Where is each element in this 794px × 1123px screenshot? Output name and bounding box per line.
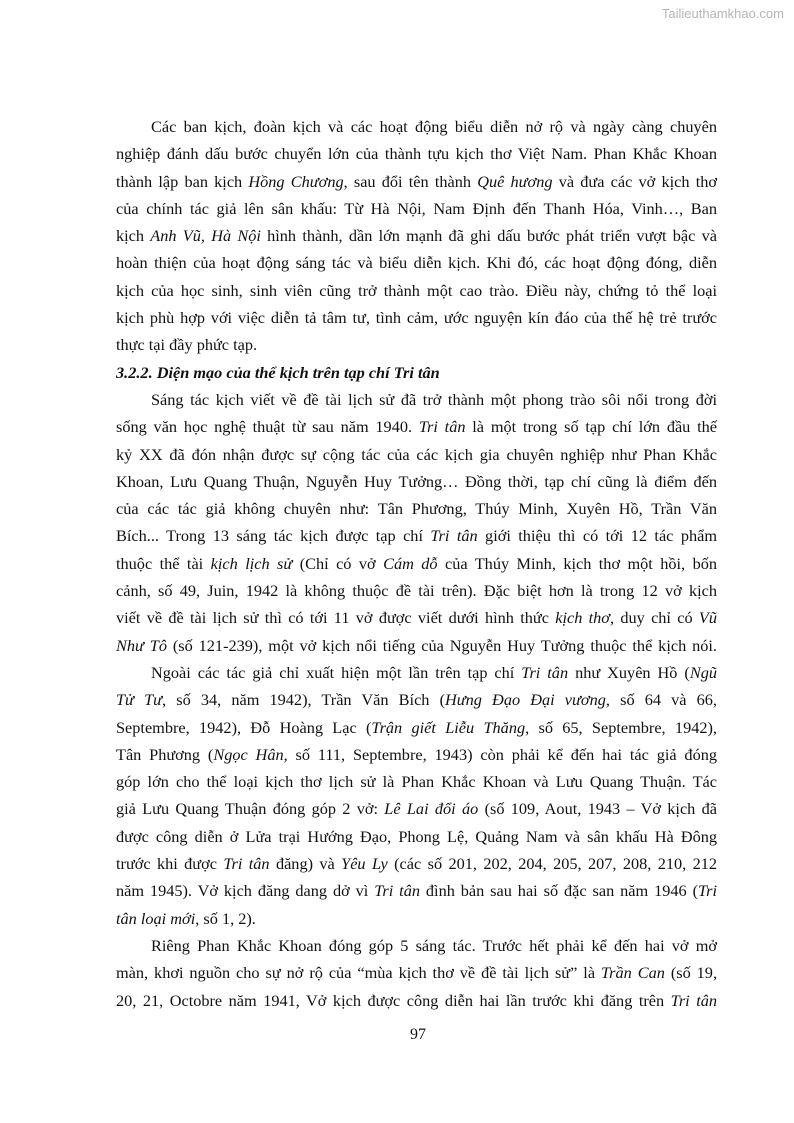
- italic-text: Trần Can: [601, 963, 665, 983]
- text-line: [116, 741, 717, 768]
- watermark: Tailieuthamkhao.com: [661, 6, 784, 21]
- text-run: đăng) và: [269, 854, 342, 874]
- text-run: kịch: [116, 226, 151, 246]
- text-line: [116, 249, 717, 276]
- text-run: , số 111, Septembre, 1943) còn phải kể đến hai tác giả đóng: [283, 744, 717, 764]
- text-run: , số 1, 2).: [195, 908, 256, 928]
- text-line: [116, 987, 717, 1014]
- text-line: [116, 168, 717, 195]
- text-run: 20, 21, Octobre năm 1941, Vở kịch được công diễn hai lần trước khi đăng trên: [116, 990, 671, 1010]
- text-run: trước khi được: [116, 854, 224, 874]
- text-line: [116, 659, 717, 686]
- text-line: [116, 468, 717, 495]
- text-run: của Thúy Minh, kịch thơ một hồi, bốn: [437, 553, 717, 573]
- text-line: [116, 877, 717, 904]
- italic-text: Tri tân: [374, 881, 420, 901]
- text-run: giới thiệu thì có tới 12 tác phẩm: [477, 526, 718, 546]
- italic-text: Lê Lai đổi áo: [384, 799, 479, 819]
- text-run: kịch của học sinh, sinh viên cũng trở thành một cao trào. Điều này, chứng tỏ thể loại: [116, 280, 717, 300]
- italic-text: kịch thơ: [555, 608, 610, 628]
- text-line: [116, 304, 717, 331]
- text-run: giả Lưu Quang Thuận đóng góp 2 vở:: [116, 799, 385, 819]
- text-line: [116, 932, 717, 959]
- text-run: , sau đổi tên thành: [343, 171, 478, 191]
- text-run: hình thành, dần lớn mạnh đã ghi dấu bước phát triển vượt bậc và: [260, 226, 718, 246]
- text-line: [116, 195, 717, 222]
- text-run: hoàn thiện của hoạt động sáng tác và biểu diễn kịch. Khi đó, các hoạt động đóng, diễn: [116, 253, 717, 273]
- italic-text: Cám dỗ: [383, 553, 438, 573]
- italic-text: Tri tân: [223, 854, 270, 874]
- text-run: (số 19,: [664, 963, 718, 983]
- italic-text: Quê hương: [477, 171, 553, 191]
- text-run: Septembre, 1942), Đỗ Hoàng Lạc (: [116, 717, 372, 737]
- text-line: [116, 386, 717, 413]
- italic-text: Anh Vũ, Hà Nội: [150, 226, 261, 246]
- italic-text: Tử Tư: [116, 690, 163, 710]
- italic-text: Tri tân: [430, 526, 478, 546]
- text-run: Ngoài các tác giả chỉ xuất hiện một lần trên tạp chí: [151, 662, 522, 682]
- text-run: sống văn học nghệ thuật từ sau năm 1940.: [116, 417, 419, 437]
- text-run: năm 1945). Vở kịch đăng dang dở vì: [116, 881, 375, 901]
- text-line: [116, 850, 717, 877]
- italic-text: Ngọc Hân: [213, 744, 284, 764]
- text-run: viết về đề tài lịch sử thì có tới 11 vở được viết dưới hình thức: [116, 608, 556, 628]
- text-run: của chính tác giả lên sân khấu: Từ Hà Nội, Nam Định đến Thanh Hóa, Vinh…, Ban: [116, 198, 717, 218]
- text-run: màn, khơi nguồn cho sự nở rộ của “mùa kịch thơ về đề tài lịch sử” là: [116, 963, 601, 983]
- document-body: [116, 113, 717, 1014]
- text-line: [116, 222, 717, 249]
- text-line: [116, 413, 717, 440]
- italic-text: Tri: [698, 881, 718, 901]
- text-run: , số 34, năm 1942), Trần Văn Bích (: [162, 690, 445, 710]
- text-run: và đưa các vở kịch thơ: [552, 171, 717, 191]
- italic-text: Hưng Đạo Đại vương: [445, 690, 606, 710]
- text-line: [116, 522, 717, 549]
- text-run: kỷ XX đã đón nhận được sự cộng tác của các kịch gia chuyên nghiệp như Phan Khắc: [116, 444, 717, 464]
- text-run: (các số 201, 202, 204, 205, 207, 208, 210, 212: [387, 854, 717, 874]
- text-line: [116, 959, 717, 986]
- text-run: (Chỉ có vở: [292, 553, 384, 573]
- text-run: Bích... Trong 13 sáng tác kịch được tạp chí: [116, 526, 431, 546]
- text-line: [116, 686, 717, 713]
- text-run: (số 109, Aout, 1943 – Vở kịch đã: [478, 799, 717, 819]
- text-line: [116, 714, 717, 741]
- text-line: [116, 113, 717, 140]
- italic-text: Trận giết Liễu Thăng: [371, 717, 526, 737]
- text-line: [116, 768, 717, 795]
- text-run: nghiệp đánh dấu bước chuyển lớn của thành tựu kịch thơ Việt Nam. Phan Khắc Khoan: [116, 144, 717, 164]
- text-run: (số 121-239), một vở kịch nổi tiếng của Nguyễn Huy Tưởng thuộc thể kịch nói.: [166, 635, 717, 655]
- text-run: Sáng tác kịch viết về đề tài lịch sử đã trở thành một phong trào sôi nổi trong đời: [151, 389, 717, 409]
- text-run: đình bản sau hai số đặc san năm 1946 (: [419, 881, 698, 901]
- italic-text: Tri tân: [670, 990, 717, 1010]
- text-run: Tân Phương (: [116, 744, 214, 764]
- italic-text: Tri tân: [418, 417, 466, 437]
- text-run: là một trong số tạp chí lớn đầu thế: [465, 417, 718, 437]
- text-run: được công diễn ở Lửa trại Hướng Đạo, Phong Lệ, Quảng Nam và sân khấu Hà Đông: [116, 826, 717, 846]
- italic-text: Yêu Ly: [341, 854, 388, 874]
- text-run: , số 64 và 66,: [605, 690, 717, 710]
- text-run: thuộc thể tài: [116, 553, 211, 573]
- text-run: Khoan, Lưu Quang Thuận, Nguyễn Huy Tưởng… Đồng thời, tạp chí cũng là điểm đến: [116, 471, 717, 491]
- italic-text: Vũ: [698, 608, 717, 628]
- text-run: kịch phù hợp với việc diễn tả tâm tư, tình cảm, ước nguyện kín đáo của thế hệ trẻ trước: [116, 308, 717, 328]
- text-run: thực tại đầy phức tạp.: [116, 335, 258, 355]
- page-number: 97: [410, 1026, 426, 1043]
- text-line: [116, 331, 717, 358]
- text-line: [116, 795, 717, 822]
- text-run: của các tác giả không chuyên như: Tân Phương, Thúy Minh, Xuyên Hồ, Trần Văn: [116, 499, 717, 519]
- text-line: [116, 140, 717, 167]
- text-line: [116, 277, 717, 304]
- text-line: [116, 495, 717, 522]
- text-run: góp lớn cho thể loại kịch thơ lịch sử là Phan Khắc Khoan và Lưu Quang Thuận. Tác: [116, 772, 717, 792]
- text-run: như Xuyên Hồ (: [568, 662, 690, 682]
- text-line: [116, 604, 717, 631]
- text-run: thành lập ban kịch: [116, 171, 249, 191]
- italic-text: Như Tô: [116, 635, 167, 655]
- text-line: [116, 577, 717, 604]
- text-run: , số 65, Septembre, 1942),: [525, 717, 717, 737]
- text-run: Riêng Phan Khắc Khoan đóng góp 5 sáng tác. Trước hết phải kể đến hai vở mở: [151, 935, 717, 955]
- italic-text: Hồng Chương: [248, 171, 344, 191]
- text-line: [116, 441, 717, 468]
- italic-text: kịch lịch sử: [210, 553, 293, 573]
- text-line: [116, 550, 717, 577]
- text-line: [116, 823, 717, 850]
- text-run: , duy chỉ có: [610, 608, 699, 628]
- text-run: cảnh, số 49, Juin, 1942 là không thuộc đề tài trên). Đặc biệt hơn là trong 12 vở kịch: [116, 581, 717, 601]
- section-heading: [116, 359, 717, 386]
- text-line: [116, 905, 717, 932]
- italic-text: tân loại mới: [116, 908, 196, 928]
- text-line: [116, 632, 717, 659]
- text-run: 3.2.2. Diện mạo của thể kịch trên tạp chí Tri tân: [116, 362, 440, 382]
- italic-text: Tri tân: [521, 662, 569, 682]
- text-run: Các ban kịch, đoàn kịch và các hoạt động biểu diễn nở rộ và ngày càng chuyên: [151, 117, 717, 136]
- italic-text: Ngũ: [689, 662, 717, 682]
